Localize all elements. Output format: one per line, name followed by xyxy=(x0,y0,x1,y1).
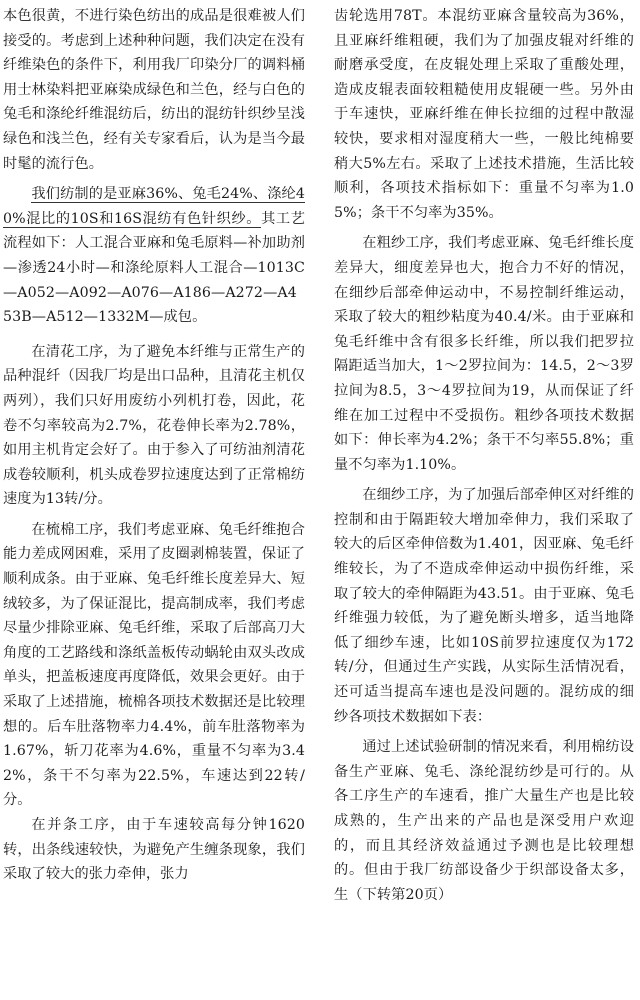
paragraph-carding-process: 在梳棉工序，我们考虑亚麻、兔毛纤维抱合能力差成网困难，采用了皮圈剥棉装置，保证了顺利成条。由于亚麻、兔毛纤维长度差异大、短绒较多，为了保证混比，提高制成率，我们考虑尽量少排除亚麻、兔毛纤维，采取了后部高刀大角度的工艺路线和涤纸盖板传动蜗轮由双头改成单头，把盖板速度再度降低，效果会更好。由于采取了上述措施，梳棉各项技术数据还是比较理想的。后车肚落物率力4.4%，前车肚落物率为1.67%，斩刀花率为4.6%，重量不匀率为3.42%，条干不匀率为22.5%，车速达到22转/分。 xyxy=(3,521,305,809)
paragraph-roving-process: 在粗纱工序，我们考虑亚麻、兔毛纤维长度差异大，细度差异也大，抱合力不好的情况，在细纱后部牵伸运动中，不易控制纤维运动，采取了较大的粗纱粘度为40.4/米。由于亚麻和兔毛纤维中含有很多长纤维，所以我们把罗拉隔距适当加大，1～2罗拉间为：14.5，2～3罗拉间为8.5，3～4罗拉间为19，从而保证了纤维在加工过程中不受损伤。粗纱各项技术数据如下：伸长率为4.2%；条干不匀率55.8%；重量不匀率为1.10%。 xyxy=(334,235,634,473)
paragraph-yarn-spec xyxy=(3,182,305,330)
underlined-yarn-ratio: 我们纺制的是亚麻36%、兔毛24%、涤纶40%混比的10S和16S混纺有色针织纱。 xyxy=(3,186,305,227)
paragraph-intro-continued: 本色很黄，不进行染色纺出的成品是很难被人们接受的。考虑到上述种种问题，我们决定在没有纤维染色的条件下，利用我厂印染分厂的调料桶用士林染料把亚麻染成绿色和兰色，经与白色的兔毛和涤纶纤维混纺后，纺出的混纺针织纱呈浅绿色和浅兰色，经有关专家看后，认为是当今最时髦的流行色。 xyxy=(3,8,305,172)
left-column xyxy=(3,4,305,887)
right-column xyxy=(334,4,634,907)
process-flow-text: 其工艺流程如下：人工混合亚麻和兔毛原料—补加助剂—渗透24小时—和涤纶原料人工混合—1013C—A052—A092—A076—A186—A272—A453B—A512—1332M—成包。 xyxy=(3,210,305,326)
paragraph-spinning-process: 在细纱工序，为了加强后部牵伸区对纤维的控制和由于隔距较大增加牵伸力，我们采取了较大的后区牵伸倍数为1.401，因亚麻、兔毛纤维较长，为了不造成牵伸运动中损伤纤维，采取了较大的牵伸隔距为43.51。由于亚麻、兔毛纤维强力较低，为了避免断头增多，适当地降低了细纱车速，比如10S前罗拉速度仅为172转/分，但通过生产实践，从实际生活情况看，还可适当提高车速也是没问题的。混纺成的细纱各项技术数据如下表： xyxy=(334,487,634,725)
paragraph-conclusion: 通过上述试验研制的情况来看，利用棉纺设备生产亚麻、兔毛、涤纶混纺纱是可行的。从各工序生产的车速看，推广大量生产也是比较成熟的，生产出来的产品也是深受用户欢迎的，而且其经济效益通过予测也是比较理想的。但由于我厂纺部设备少于织部设备太多，生（下转第20页） xyxy=(334,739,634,903)
paragraph-blowing-process: 在清花工序，为了避免本纤维与正常生产的品种混纤（因我厂均是出口品种，且清花主机仅两列），我们只好用废纺小列机打卷，因此，花卷不匀率较高为2.7%，花卷伸长率为2.78%，如用主机肯定会好了。由于参入了可纺油剂清花成卷较顺利，机头成卷罗拉速度达到了正常棉纺速度为13转/分。 xyxy=(3,343,305,508)
paragraph-drawing-continued: 齿轮选用78T。本混纺亚麻含量较高为36%，且亚麻纤维粗硬，我们为了加强皮辊对纤维的耐磨承受度，在皮辊处理上采取了重酸处理，造成皮辊表面较粗糙使用皮辊硬一些。另外由于车速快，亚麻纤维在伸长拉细的过程中散湿较快，要求相对湿度稍大一些，一般比纯棉要稍大5%左右。采取了上述技术措施，生活比较顺利，各项技术指标如下：重量不匀率为1.05%；条干不匀率为35%。 xyxy=(334,8,634,221)
paragraph-drawing-process: 在并条工序，由于车速较高每分钟1620转，出条线速较快，为避免产生缠条现象，我们采取了较大的张力牵伸，张力 xyxy=(3,817,305,883)
